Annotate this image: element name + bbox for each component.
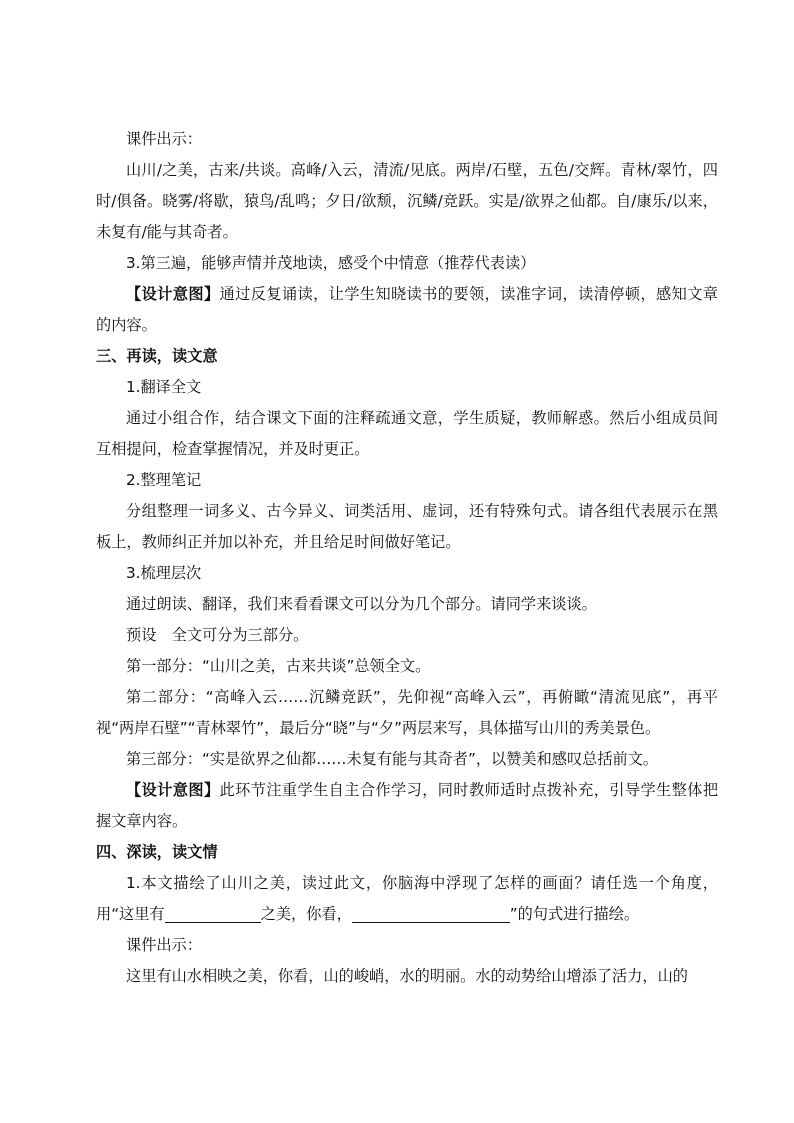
document-body bbox=[96, 124, 718, 992]
question-1-part-a: 1.本文描绘了山川之美，读过此文，你脑海中浮现了怎样的画面？请任选一个角度，用“这里有 bbox=[96, 874, 718, 923]
step-notes: 2.整理笔记 bbox=[126, 471, 202, 489]
part-two: 第二部分：“高峰入云……沉鳞竞跃”，先仰视“高峰入云”，再俯瞰“清流见底”，再平视“两岸石壁”“青林翠竹”，最后分“晓”与“夕”两层来写，具体描写山川的秀美景色。 bbox=[96, 688, 718, 737]
translate-text: 通过小组合作，结合课文下面的注释疏通文意，学生质疑，教师解惑。然后小组成员间互相提问，检查掌握情况，并及时更正。 bbox=[96, 409, 718, 458]
design-intent-2 bbox=[96, 775, 718, 837]
design-intent-1 bbox=[96, 279, 718, 341]
section-heading-4: 四、深读，读文情 bbox=[96, 843, 218, 861]
question-1-part-c: ”的句式进行描绘。 bbox=[509, 905, 640, 923]
fill-blank-2 bbox=[352, 904, 510, 923]
question-1 bbox=[96, 868, 718, 930]
notes-text: 分组整理一词多义、古今异义、词类活用、虚词，还有特殊句式。请各组代表展示在黑板上，教师纠正并加以补充，并且给足时间做好笔记。 bbox=[96, 502, 718, 551]
structure-text: 通过朗读、翻译，我们来看看课文可以分为几个部分。请同学来谈谈。 bbox=[126, 595, 597, 613]
question-1-part-b: 之美，你看， bbox=[260, 905, 352, 923]
design-intent-text: 此环节注重学生自主合作学习，同时教师适时点拨补充，引导学生整体把握文章内容。 bbox=[96, 781, 719, 830]
courseware-label-2: 课件出示： bbox=[126, 936, 202, 954]
step-third-reading: 3.第三遍，能够声情并茂地读，感受个中情意（推荐代表读） bbox=[126, 254, 536, 272]
design-intent-tag: 【设计意图】 bbox=[126, 285, 220, 303]
step-structure: 3.梳理层次 bbox=[126, 564, 202, 582]
courseware-text: 山川/之美，古来/共谈。高峰/入云，清流/见底。两岸/石壁，五色/交辉。青林/翠竹，四时/俱备。晓雾/将歇，猿鸟/乱鸣；夕日/欲颓，沉鳞/竞跃。实是/欲界之仙都。自/康乐/以来，未复有/能与其奇者。 bbox=[96, 161, 718, 241]
fill-blank-1 bbox=[165, 904, 261, 923]
sample-answer: 这里有山水相映之美，你看，山的峻峭，水的明丽。水的动势给山增添了活力，山的 bbox=[126, 967, 688, 985]
courseware-label: 课件出示： bbox=[126, 130, 202, 148]
section-heading-3: 三、再读，读文意 bbox=[96, 347, 218, 365]
design-intent-tag: 【设计意图】 bbox=[126, 781, 220, 799]
part-three: 第三部分：“实是欲界之仙都……未复有能与其奇者”，以赞美和感叹总括前文。 bbox=[126, 750, 659, 768]
design-intent-text: 通过反复诵读，让学生知晓读书的要领，读准字词，读清停顿，感知文章的内容。 bbox=[96, 285, 719, 334]
step-translate: 1.翻译全文 bbox=[126, 378, 202, 396]
part-one: 第一部分：“山川之美，古来共谈”总领全文。 bbox=[126, 657, 431, 675]
preset-text: 预设 全文可分为三部分。 bbox=[126, 626, 309, 644]
